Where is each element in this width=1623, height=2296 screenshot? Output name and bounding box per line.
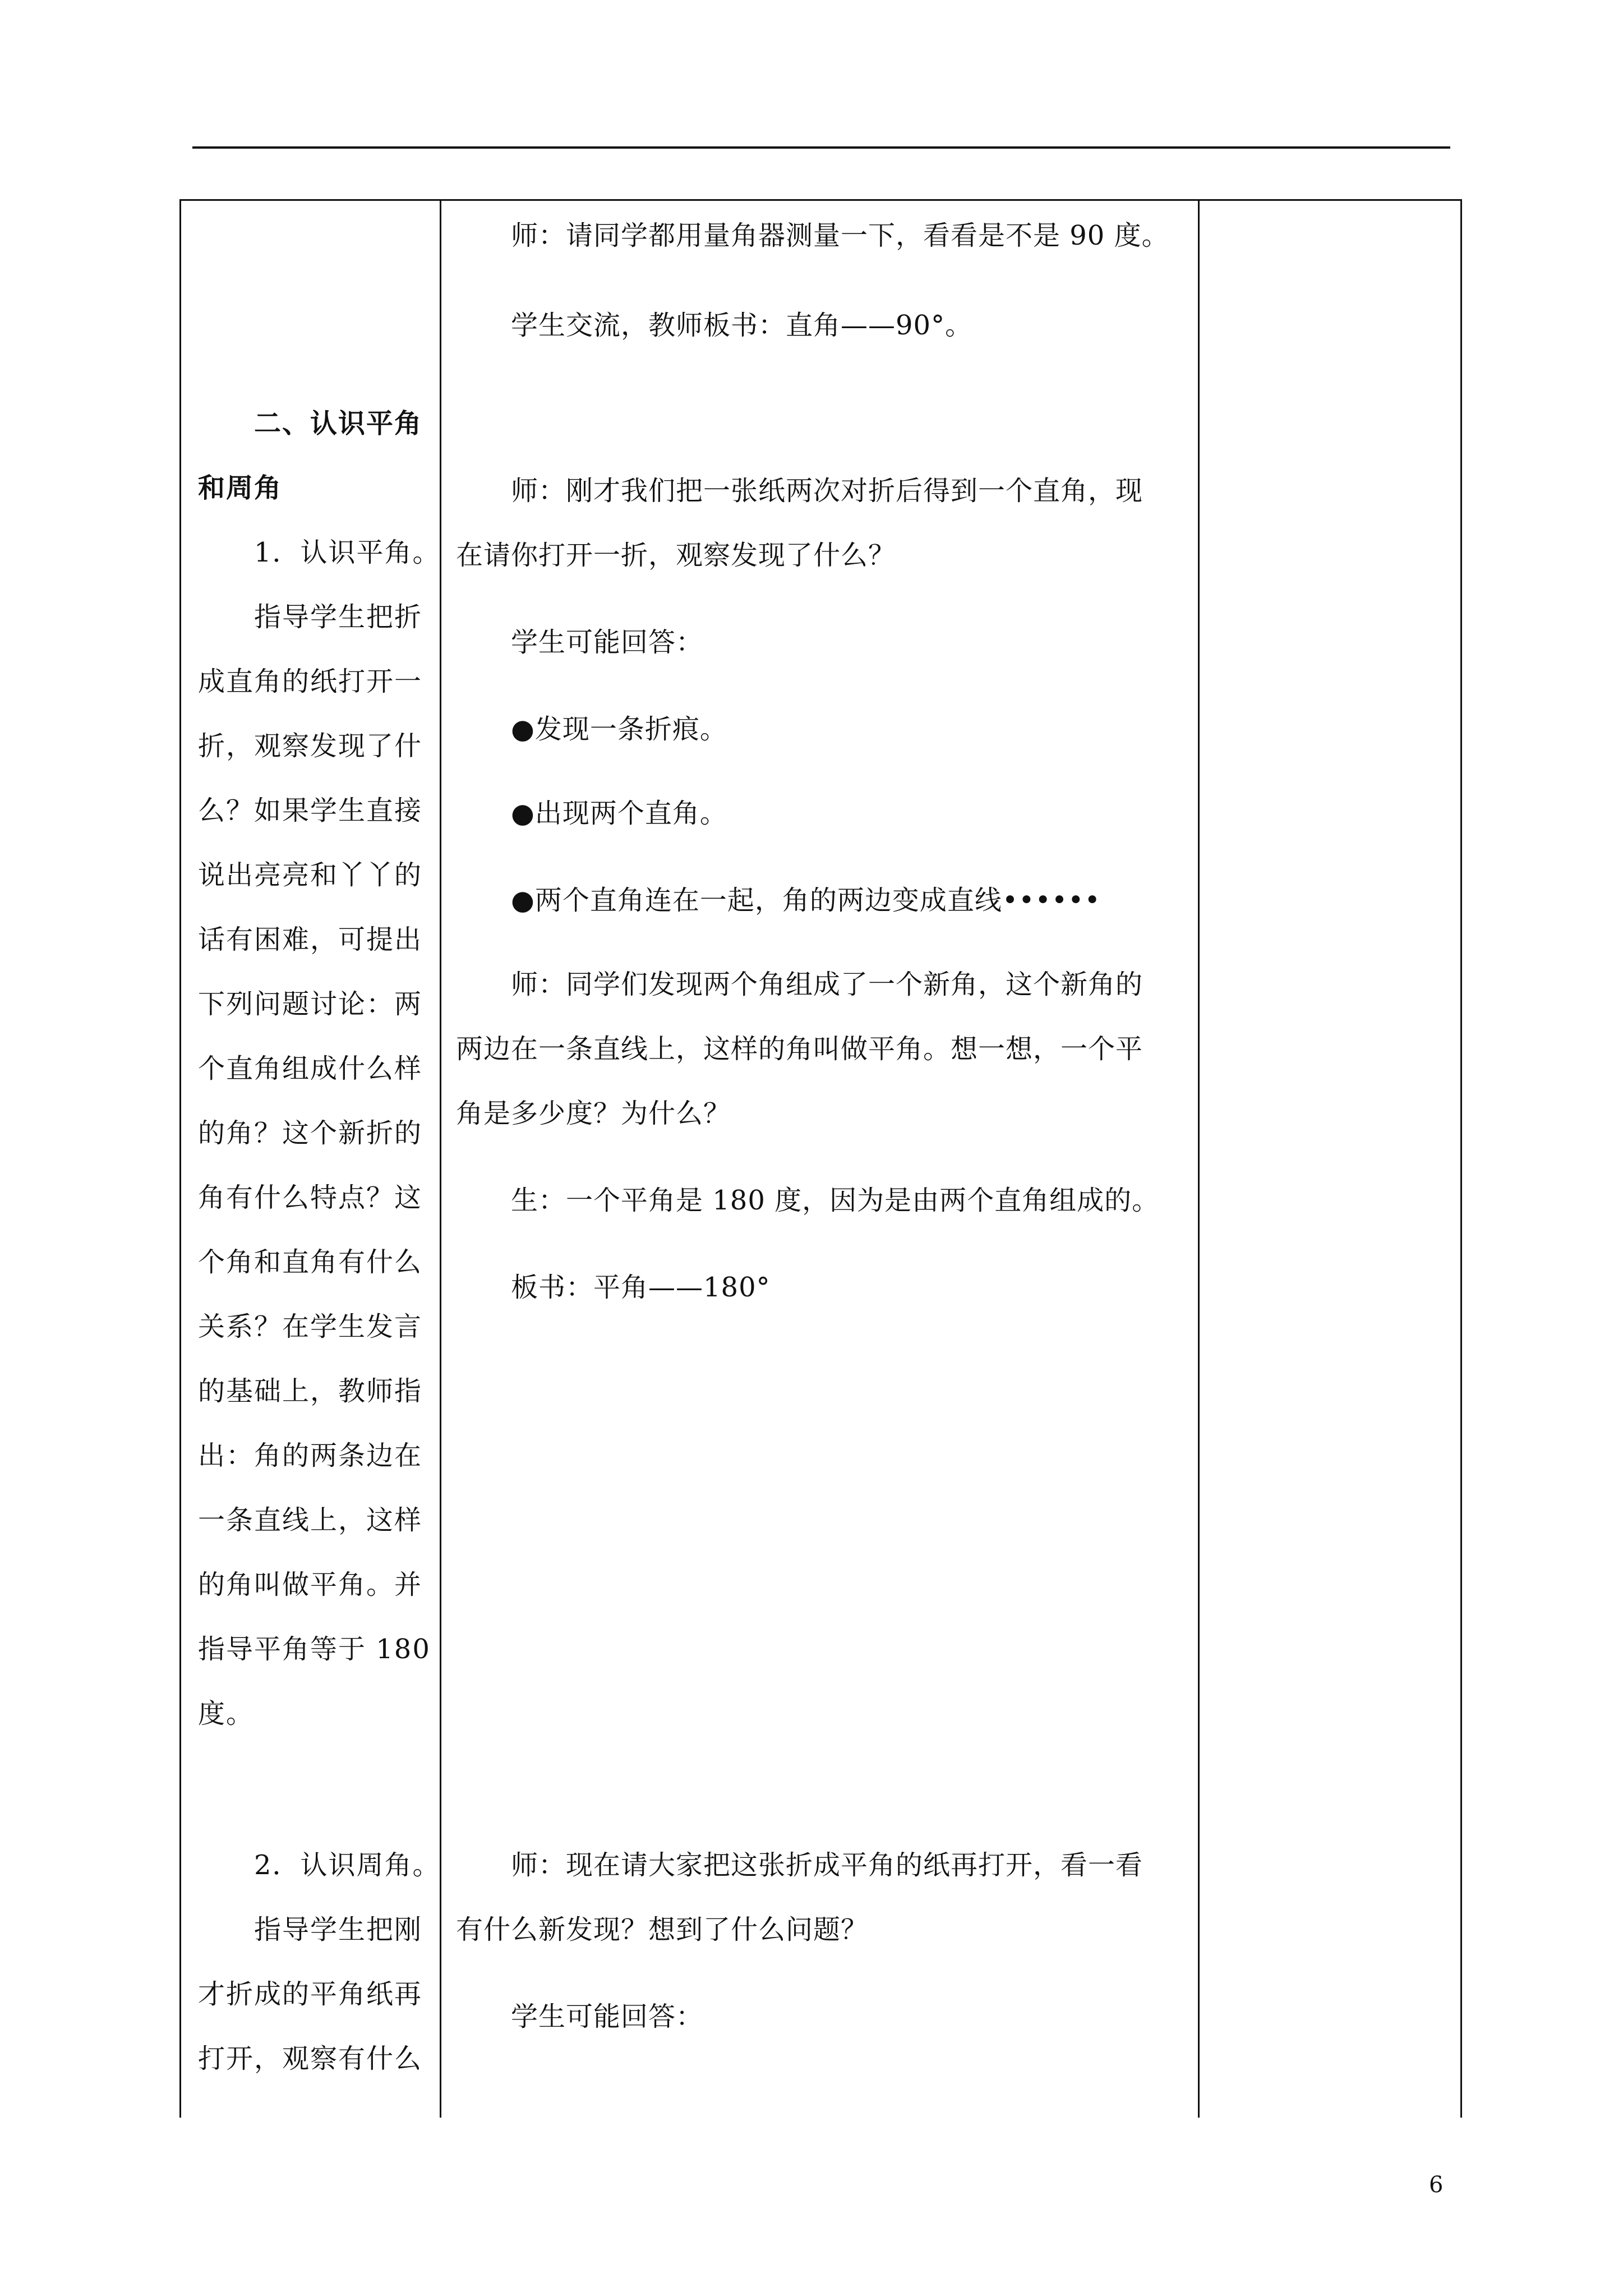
paragraph-line: 板书：平角——180° [456, 1272, 771, 1303]
paragraph-line: 一条直线上，这样 [198, 1504, 423, 1536]
paragraph-line: 打开，观察有什么 [198, 2043, 423, 2074]
item-title: 1．认识平角。 [198, 537, 441, 568]
paragraph-line: 学生可能回答： [456, 2001, 704, 2032]
paragraph-line: 成直角的纸打开一 [198, 666, 423, 697]
paragraph-line: 出：角的两条边在 [198, 1440, 423, 1471]
paragraph-line: 话有困难，可提出 [198, 924, 423, 955]
paragraph-line: 么？如果学生直接 [198, 795, 423, 826]
paragraph-line: 指导学生把刚 [198, 1914, 423, 1945]
list-item: ●出现两个直角。 [456, 798, 727, 829]
paragraph-line: 的基础上，教师指 [198, 1375, 423, 1407]
paragraph-line: 下列问题讨论：两 [198, 988, 423, 1020]
paragraph-line: 角是多少度？为什么？ [456, 1098, 731, 1129]
section-title: 二、认识平角 [198, 408, 423, 439]
page-number: 6 [1429, 2172, 1444, 2198]
paragraph-line: 关系？在学生发言 [198, 1311, 423, 1342]
paragraph-line: 学生可能回答： [456, 627, 704, 658]
paragraph-line: 师：请同学都用量角器测量一下，看看是不是 90 度。 [456, 220, 1169, 251]
paragraph-line: 师：刚才我们把一张纸两次对折后得到一个直角，现 [456, 475, 1144, 507]
paragraph-line: 生：一个平角是 180 度，因为是由两个直角组成的。 [456, 1185, 1160, 1216]
paragraph-line: 度。 [198, 1698, 255, 1729]
paragraph-line: 学生交流，教师板书：直角——90°。 [456, 310, 973, 341]
paragraph-line: 才折成的平角纸再 [198, 1978, 423, 2010]
paragraph-line: 个角和直角有什么 [198, 1246, 423, 1278]
paragraph-line: 在请你打开一折，观察发现了什么？ [456, 540, 896, 571]
paragraph-line: 的角？这个新折的 [198, 1117, 423, 1149]
paragraph-line: 两边在一条直线上，这样的角叫做平角。想一想，一个平 [456, 1033, 1144, 1065]
paragraph-line: 指导学生把折 [198, 601, 423, 633]
header-rule [192, 146, 1450, 149]
paragraph-line: 折，观察发现了什 [198, 730, 423, 762]
column-divider [1198, 201, 1200, 2118]
paragraph-line: 师：同学们发现两个角组成了一个新角，这个新角的 [456, 969, 1144, 1000]
item-title: 2．认识周角。 [198, 1849, 441, 1881]
paragraph-line: 的角叫做平角。并 [198, 1569, 423, 1600]
paragraph-line: 指导平角等于 180 [198, 1634, 431, 1665]
paragraph-line: 师：现在请大家把这张折成平角的纸再打开，看一看 [456, 1849, 1144, 1881]
column-divider [440, 201, 441, 2118]
list-item: ●两个直角连在一起，角的两边变成直线•••••• [456, 885, 1101, 916]
list-item: ●发现一条折痕。 [456, 714, 727, 745]
lesson-table [179, 199, 1462, 2118]
paragraph-line: 有什么新发现？想到了什么问题？ [456, 1914, 869, 1945]
paragraph-line: 角有什么特点？这 [198, 1182, 423, 1213]
paragraph-line: 个直角组成什么样 [198, 1053, 423, 1084]
section-title-continued: 和周角 [198, 472, 283, 504]
paragraph-line: 说出亮亮和丫丫的 [198, 859, 423, 891]
